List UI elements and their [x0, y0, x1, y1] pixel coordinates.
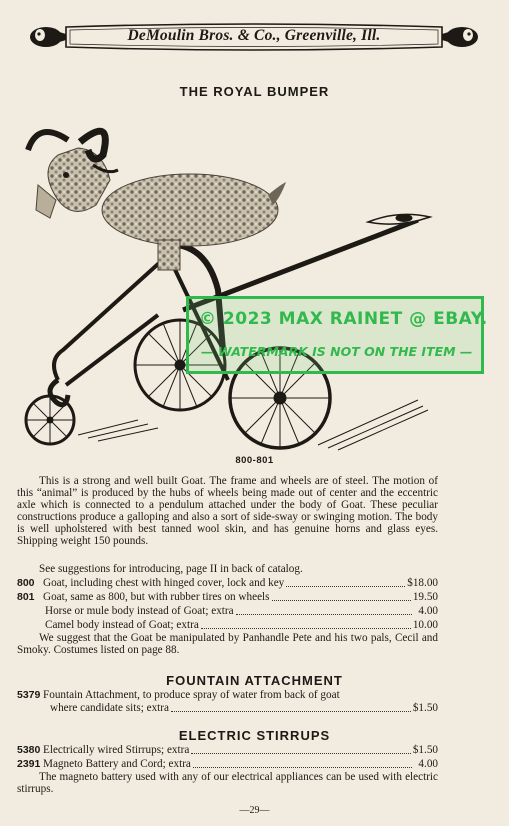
item-description: Electrically wired Stirrups; extra [43, 744, 190, 756]
item-price: 10.00 [412, 619, 438, 631]
item-number: 801 [17, 591, 35, 603]
suggestion-line [17, 564, 438, 576]
item-number: 5379 [17, 689, 41, 701]
watermark-line-1: © 2023 MAX RAINET @ EBAY. [199, 309, 488, 329]
left-lion-ornament [30, 27, 66, 47]
header-banner [26, 22, 482, 52]
page-title: THE ROYAL BUMPER [179, 84, 330, 99]
item-description-cont: where candidate sits; extra [50, 702, 169, 714]
item-description: Magneto Battery and Cord; extra [43, 758, 191, 770]
banner-text: DeMoulin Bros. & Co., Greenville, Ill. [127, 27, 381, 44]
watermark-line-2: — WATERMARK IS NOT ON THE ITEM — [201, 344, 473, 359]
leader-dots [191, 753, 411, 754]
item-price: $18.00 [407, 577, 438, 589]
item-row [17, 744, 438, 757]
stirrups-note [17, 772, 438, 796]
leader-dots [286, 586, 405, 587]
item-row [17, 605, 438, 618]
stirrups-note-text: The magneto battery used with any of our electrical appliances can be used with electric stirrups. [17, 771, 438, 795]
illustration-label: 800-801 [235, 455, 274, 466]
right-lion-ornament [442, 27, 478, 47]
goat-note-text: We suggest that the Goat be manipulated by Panhandle Pete and his two pals, Cecil and Smoky. Costumes listed on page 88. [17, 632, 438, 656]
description-paragraph [17, 476, 438, 547]
leader-dots [171, 711, 411, 712]
item-row [17, 591, 438, 604]
item-description: Goat, including chest with hinged cover, lock and key [43, 577, 285, 589]
goat-note [17, 633, 438, 657]
goat-bumper-illustration [18, 110, 448, 455]
item-description: Goat, same as 800, but with rubber tires on wheels [43, 591, 270, 603]
item-number: 800 [17, 577, 35, 589]
leader-dots [193, 767, 412, 768]
item-row [17, 758, 438, 771]
stirrups-heading: ELECTRIC STIRRUPS [178, 728, 331, 743]
item-price: 19.50 [412, 591, 438, 603]
item-description: Fountain Attachment, to produce spray of water from back of goat [43, 689, 340, 701]
item-row [17, 577, 438, 590]
leader-dots [201, 628, 411, 629]
watermark-box [186, 296, 488, 374]
item-price: $1.50 [412, 744, 438, 756]
front-small-wheel [26, 396, 74, 444]
item-description: Horse or mule body instead of Goat; extra [45, 605, 234, 617]
page-number: —29— [239, 805, 270, 816]
item-price: 4.00 [418, 605, 438, 617]
goat-body [102, 174, 286, 270]
suggestion-text: See suggestions for introducing, page II in back of catalog. [39, 563, 303, 575]
item-number: 5380 [17, 744, 41, 756]
item-number: 2391 [17, 758, 41, 770]
leader-dots [272, 600, 411, 601]
item-price: 4.00 [418, 758, 438, 770]
item-description: Camel body instead of Goat; extra [45, 619, 199, 631]
fountain-row-2 [17, 702, 438, 715]
fountain-row [17, 689, 438, 702]
item-row [17, 619, 438, 632]
fountain-heading: FOUNTAIN ATTACHMENT [166, 673, 343, 688]
leader-dots [236, 614, 412, 615]
item-price: $1.50 [412, 702, 438, 714]
description-text: This is a strong and well built Goat. The frame and wheels are of steel. The motion of this “animal” is produced by the hubs of wheels being made out of center and the eccentric axle which is connected to a pendulum attached under the body of Goat. These peculiar constructions produce a galloping and also a sort of side-sway or swinging motion. The body is well upholstered with best tanned wool skin, and has genuine horns and glass eyes. Shipping weight 150 pounds. [17, 475, 438, 547]
